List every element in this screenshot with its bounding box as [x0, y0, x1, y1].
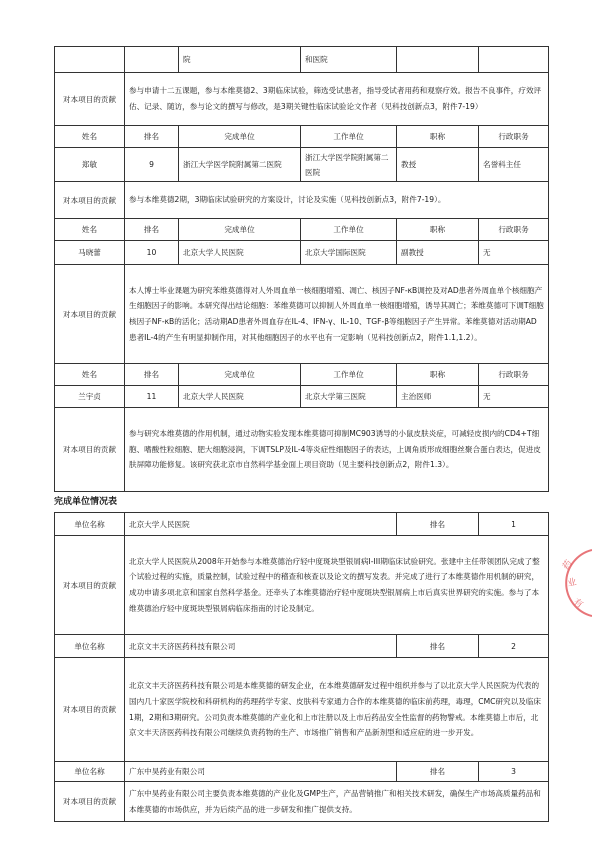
unit-rank-label: 排名 — [397, 513, 479, 536]
unit-cell: 院 — [179, 47, 301, 73]
table-row — [55, 386, 549, 408]
unit-name: 北京大学人民医院 — [125, 513, 397, 536]
header-name: 姓名 — [55, 126, 125, 148]
table-row — [55, 47, 549, 73]
header-admin: 行政职务 — [479, 219, 549, 241]
unit-rank: 2 — [479, 635, 549, 658]
unit-rank: 1 — [479, 513, 549, 536]
table-row — [55, 148, 549, 182]
table-row — [55, 182, 549, 219]
unit-name-label: 单位名称 — [55, 635, 125, 658]
person-work-unit: 北京大学第三医院 — [301, 386, 397, 408]
contribution-label: 对本项目的贡献 — [55, 536, 125, 635]
header-row — [55, 364, 549, 386]
person-unit: 北京大学人民医院 — [179, 386, 301, 408]
person-name: 马晓蕾 — [55, 241, 125, 265]
person-admin: 名誉科主任 — [479, 148, 549, 182]
person-admin: 无 — [479, 241, 549, 265]
person-rank: 10 — [125, 241, 179, 265]
unit-rank-label: 排名 — [397, 635, 479, 658]
person-unit: 北京大学人民医院 — [179, 241, 301, 265]
unit-rank: 3 — [479, 762, 549, 782]
header-row — [55, 219, 549, 241]
table-row — [55, 408, 549, 492]
table-row — [55, 73, 549, 126]
table-row — [55, 635, 549, 658]
contribution-text: 参与研究本维莫德的作用机制，通过动物实验发现本维莫德可抑制MC903诱导的小鼠皮肤炎症，可减轻皮损内的CD4+T细胞、嗜酸性粒细胞、肥大细胞浸润，下调TSLP及IL-4等炎症性细胞因子的表达，上调角质形成细胞丝聚合蛋白表达，促进皮肤屏障功能修复。该研究获北京市自然科学基金面上项目资助（见主要科技创新点2，附件1.3）。 — [125, 408, 549, 492]
contribution-label: 对本项目的贡献 — [55, 73, 125, 126]
table-row — [55, 513, 549, 536]
header-rank: 排名 — [125, 219, 179, 241]
unit-name: 广东中昊药业有限公司 — [125, 762, 397, 782]
cell-empty — [55, 47, 125, 73]
contribution-label: 对本项目的贡献 — [55, 408, 125, 492]
person-name: 郑敏 — [55, 148, 125, 182]
header-rank: 排名 — [125, 126, 179, 148]
header-unit: 完成单位 — [179, 219, 301, 241]
company-seal-stamp — [558, 548, 592, 618]
table-row — [55, 782, 549, 822]
header-name: 姓名 — [55, 219, 125, 241]
unit-name: 北京文丰天济医药科技有限公司 — [125, 635, 397, 658]
person-name: 兰宇贞 — [55, 386, 125, 408]
svg-text:业: 业 — [566, 577, 578, 589]
contribution-text: 本人博士毕业课题为研究苯维莫德得对人外周血单一核细胞增殖、凋亡、核因子NF-κB调控及对AD患者外周血单个核细胞产生细胞因子的影响。本研究得出结论细胞：苯维莫德可以抑制人外周血单一核细胞增殖，诱导其凋亡；苯维莫德可下调T细胞核因子NF-κB的活化；活动期AD患者外周血存在IL-4、IFN-γ、IL-10、TGF-β等细胞因子产生异常。苯维莫德对活动期AD患者IL-4的产生有明显抑制作用，对其他细胞因子的水平也有一定影响（见科技创新点2，附件1.1,1.2）。 — [125, 265, 549, 364]
table-row — [55, 265, 549, 364]
header-unit: 完成单位 — [179, 364, 301, 386]
header-admin: 行政职务 — [479, 126, 549, 148]
person-table — [54, 46, 549, 492]
contribution-text: 北京大学人民医院从2008年开始参与本维莫德治疗轻中度斑块型银屑病I-III期临床试验研究。张建中主任带领团队完成了整个试验过程的实施，质量控制，试验过程中的稽查和核查以及论文的撰写发表。并完成了进行了本维莫德作用机制的研究，成功申请多项北京和国家自然科学基金。还牵头了本维莫德治疗轻中度斑块型银屑病上市后真实世界研究的实施。参与了本维莫德治疗轻中度斑块型银屑病临床指南的讨论及制定。 — [125, 536, 549, 635]
svg-text:药: 药 — [561, 558, 575, 572]
header-title: 职称 — [397, 364, 479, 386]
table-row — [55, 536, 549, 635]
header-work-unit: 工作单位 — [301, 126, 397, 148]
header-work-unit: 工作单位 — [301, 364, 397, 386]
work-unit-cell: 和医院 — [301, 47, 397, 73]
header-work-unit: 工作单位 — [301, 219, 397, 241]
header-title: 职称 — [397, 219, 479, 241]
contribution-text: 广东中昊药业有限公司主要负责本维莫德的产业化及GMP生产，产品营销推广和相关技术研发，确保生产市场高质量药品和本维莫德的市场供应，并为后续产品的进一步研发和推广提供支持。 — [125, 782, 549, 822]
cell-empty — [397, 47, 479, 73]
person-title: 主治医师 — [397, 386, 479, 408]
person-admin: 无 — [479, 386, 549, 408]
header-admin: 行政职务 — [479, 364, 549, 386]
header-rank: 排名 — [125, 364, 179, 386]
unit-rank-label: 排名 — [397, 762, 479, 782]
unit-name-label: 单位名称 — [55, 513, 125, 536]
person-rank: 9 — [125, 148, 179, 182]
contribution-label: 对本项目的贡献 — [55, 182, 125, 219]
person-title: 教授 — [397, 148, 479, 182]
table-row — [55, 241, 549, 265]
person-rank: 11 — [125, 386, 179, 408]
unit-table — [54, 512, 549, 822]
table-row — [55, 658, 549, 762]
header-title: 职称 — [397, 126, 479, 148]
contribution-text: 参与本维莫德2期，3期临床试验研究的方案设计，讨论及实施（见科技创新点3，附件7-19）。 — [125, 182, 549, 219]
cell-empty — [125, 47, 179, 73]
unit-name-label: 单位名称 — [55, 762, 125, 782]
contribution-label: 对本项目的贡献 — [55, 265, 125, 364]
table-row — [55, 762, 549, 782]
svg-text:有: 有 — [571, 597, 585, 611]
header-row — [55, 126, 549, 148]
contribution-label: 对本项目的贡献 — [55, 782, 125, 822]
person-unit: 浙江大学医学院附属第二医院 — [179, 148, 301, 182]
contribution-label: 对本项目的贡献 — [55, 658, 125, 762]
contribution-text: 北京文丰天济医药科技有限公司是本维莫德的研发企业，在本维莫德研发过程中组织并参与了以北京大学人民医院为代表的国内几十家医学院校和科研机构的药理药学专家、皮肤科专家通力合作的本维莫德的临床前药理，毒理，CMC研究以及临床1期，2期和3期研究。公司负责本维莫德的产业化和上市注册以及上市后药品安全性监督的药物警戒。本维莫德上市后，北京文丰天济医药科技有限公司继续负责药物的生产、市场推广销售和产品新剂型和适应症的进一步开发。 — [125, 658, 549, 762]
section-title: 完成单位情况表 — [54, 497, 118, 507]
contribution-text: 参与申请十二五课题，参与本维莫德2、3期临床试验，筛选受试患者，指导受试者用药和观察疗效。报告不良事件，疗效评估、记录、随访，参与论文的撰写与修改，是3期关键性临床试验论文作者（见科技创新点3，附件7-19） — [125, 73, 549, 126]
person-work-unit: 浙江大学医学院附属第二医院 — [301, 148, 397, 182]
cell-empty — [479, 47, 549, 73]
header-name: 姓名 — [55, 364, 125, 386]
person-title: 副教授 — [397, 241, 479, 265]
person-work-unit: 北京大学国际医院 — [301, 241, 397, 265]
header-unit: 完成单位 — [179, 126, 301, 148]
